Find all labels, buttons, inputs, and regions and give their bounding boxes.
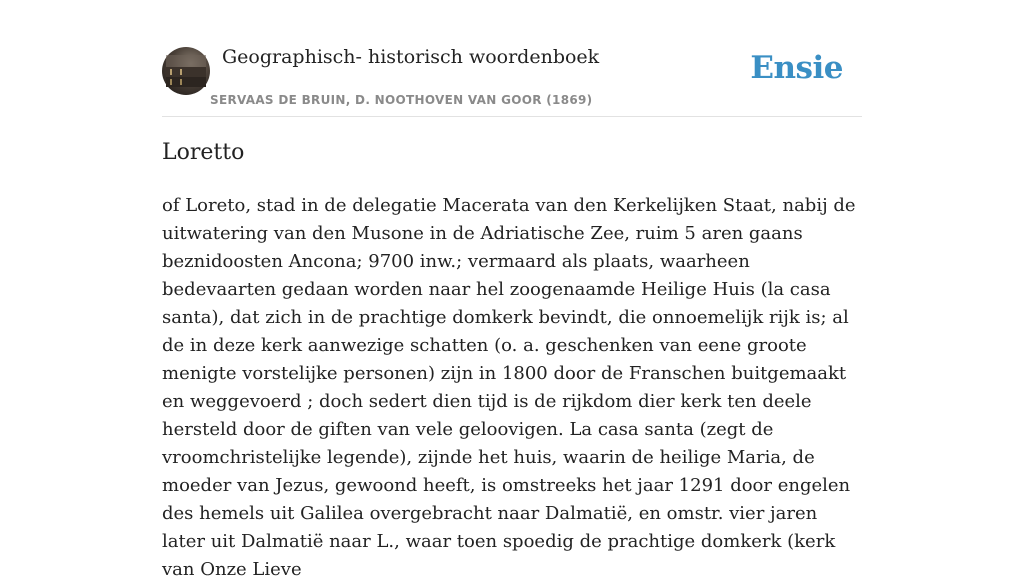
entry-body: of Loreto, stad in de delegatie Macerata van den Kerkelijken Staat, nabij de uitwatering van den Musone in de Adriatische Zee, ruim 5 aren gaans beznidoosten Ancona; 9700 inw.; vermaard als plaats, waarheen bedevaarten gedaan worden naar hel zoogenaamde Heilige Huis (la casa santa), dat zich in de prachtige domkerk bevindt, die onnoemelijk rijk is; al de in deze kerk aanwezige schatten (o. a. geschenken van eene groote menigte vorstelijke personen) zijn in 1800 door de Franschen buitgemaakt en weggevoerd ; doch sedert dien tijd is de rijkdom dier kerk ten deele hersteld door de giften van vele geloovigen. La casa santa (zegt de vroomchristelijke legende), zijnde het huis, waarin de heilige Maria, de moeder van Jezus, gewoond heeft, is omstreeks het jaar 1291 door engelen des hemels uit Galilea overgebracht naar Dalmatië, en omstr. vier jaren later uit Dalmatië naar L., waar toen spoedig de prachtige domkerk (kerk van Onze Lieve [162, 195, 856, 580]
book-cover-avatar[interactable] [162, 47, 210, 95]
book-title[interactable]: Geographisch- historisch woordenboek [222, 46, 600, 68]
ensie-logo[interactable]: Ensie [750, 50, 843, 86]
entry-title: Loretto [162, 140, 245, 165]
book-header [162, 46, 862, 117]
book-authors: SERVAAS DE BRUIN, D. NOOTHOVEN VAN GOOR (1869) [210, 93, 593, 107]
book-cover-icon [162, 47, 210, 95]
